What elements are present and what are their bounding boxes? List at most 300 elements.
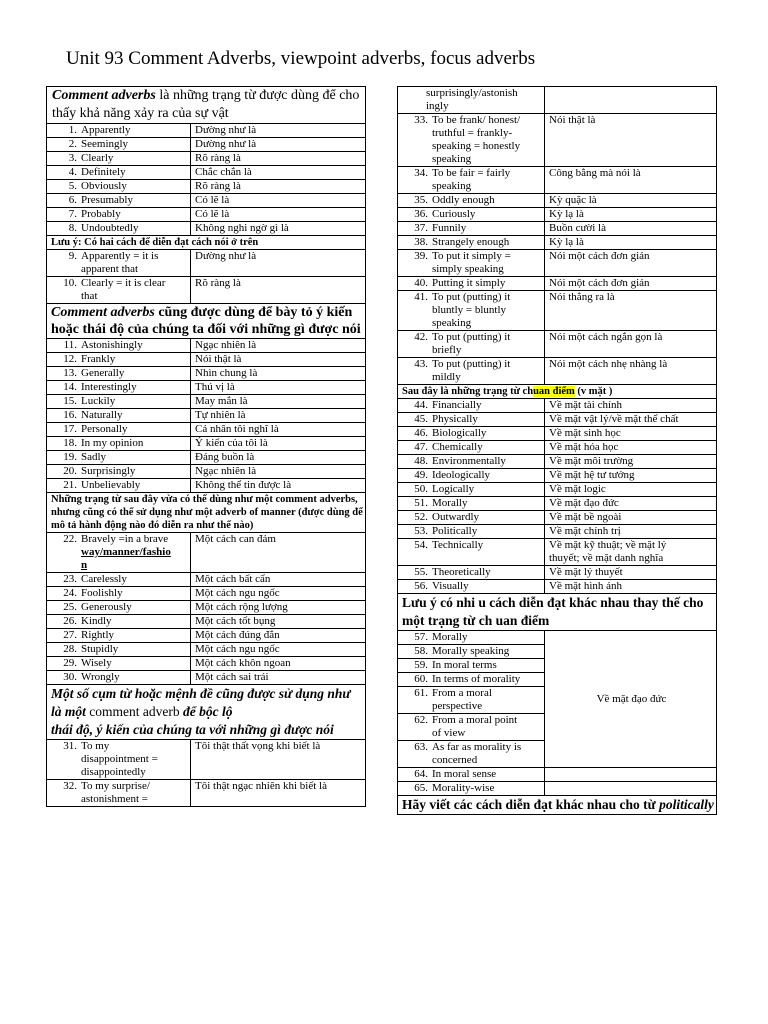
adverb-cell xyxy=(47,479,191,493)
meaning-text: Không thể tin được là xyxy=(195,479,292,491)
underline-text xyxy=(81,559,87,571)
meaning-text: Công bằng mà nói là xyxy=(549,167,641,179)
adverb-text: disappointedly xyxy=(81,766,146,778)
item-number: 13. xyxy=(63,367,77,379)
item-number: 21. xyxy=(63,479,77,491)
table-row xyxy=(398,427,717,441)
item-number: 26. xyxy=(63,615,77,627)
note-text: Lưu ý: Có hai cách để diễn đạt cách nói ở trên xyxy=(51,237,259,248)
adverb-text: surprisingly/astonish xyxy=(426,87,518,99)
item-number: 63. xyxy=(414,741,428,753)
adverb-text: bluntly = bluntly xyxy=(432,304,507,316)
meaning-text: Rõ ràng là xyxy=(195,277,241,289)
meaning-text: Chắc chắn là xyxy=(195,166,252,178)
adverb-cell xyxy=(47,152,191,166)
meaning-text: Kỳ lạ là xyxy=(549,208,584,220)
adverb-cell xyxy=(398,714,545,741)
meaning-text: Về mặt lý thuyết xyxy=(549,566,623,578)
meaning-text: Một cách can đảm xyxy=(195,533,276,545)
item-number: 52. xyxy=(414,511,428,523)
meaning-text: Về mặt chính trị xyxy=(549,525,621,537)
adverb-cell xyxy=(47,533,191,573)
meaning-cell xyxy=(191,629,366,643)
adverb-text: Strangely enough xyxy=(432,236,510,248)
meaning-text: Về mặt hình ảnh xyxy=(549,580,623,592)
adverb-text: speaking = honestly xyxy=(432,140,521,152)
meaning-text: Kỳ lạ là xyxy=(549,236,584,248)
adverb-text: To put it simply = xyxy=(432,250,511,262)
note-text: Lưu ý có nhi u cách diễn đạt khác nhau thay thế cho một trạng từ ch uan điểm xyxy=(402,595,704,628)
note-row xyxy=(47,685,366,740)
adverb-text: Seemingly xyxy=(81,138,129,150)
adverb-text: Morally xyxy=(432,497,468,509)
table-row xyxy=(398,250,717,277)
adverb-cell xyxy=(398,358,545,385)
adverb-cell xyxy=(398,469,545,483)
meaning-cell xyxy=(191,409,366,423)
item-number: 10. xyxy=(63,277,77,289)
table-row xyxy=(398,167,717,194)
meaning-text: Dường như là xyxy=(195,250,257,262)
adverb-text: concerned xyxy=(432,754,478,766)
item-number: 11. xyxy=(63,339,77,351)
adverb-text: Wrongly xyxy=(81,671,120,683)
note-text: để bộc lộ xyxy=(179,704,233,719)
item-number: 24. xyxy=(63,587,77,599)
meaning-cell xyxy=(545,566,717,580)
table-row xyxy=(398,208,717,222)
note-row xyxy=(398,796,717,815)
adverb-cell xyxy=(398,483,545,497)
meaning-text: Tự nhiên là xyxy=(195,409,246,421)
adverb-cell xyxy=(47,780,191,807)
note-text: Một số cụm từ hoặc mệnh đề cũng được sử dụng như là một xyxy=(51,686,351,719)
adverb-text: To put (putting) it xyxy=(432,358,511,370)
adverb-cell xyxy=(47,587,191,601)
adverb-text: Obviously xyxy=(81,180,127,192)
item-number: 4. xyxy=(68,166,77,178)
meaning-cell xyxy=(545,525,717,539)
meaning-cell xyxy=(191,479,366,493)
item-number: 25. xyxy=(63,601,77,613)
adverb-text: To my xyxy=(81,740,110,752)
meaning-cell xyxy=(545,497,717,511)
table-row xyxy=(47,194,366,208)
item-number: 59. xyxy=(414,659,428,671)
table-row xyxy=(398,566,717,580)
table-row xyxy=(47,180,366,194)
adverb-text: speaking xyxy=(432,317,472,329)
table-row xyxy=(398,236,717,250)
adverb-cell xyxy=(398,277,545,291)
table-row xyxy=(47,629,366,643)
meaning-cell xyxy=(191,180,366,194)
meaning-cell xyxy=(545,114,717,167)
item-number: 29. xyxy=(63,657,77,669)
adverb-cell xyxy=(47,643,191,657)
meaning-text: Rõ ràng là xyxy=(195,152,241,164)
adverb-cell xyxy=(47,166,191,180)
table-row xyxy=(398,469,717,483)
adverb-cell xyxy=(398,194,545,208)
table-row xyxy=(47,479,366,493)
meaning-cell xyxy=(191,138,366,152)
table-row xyxy=(47,409,366,423)
table-row xyxy=(398,413,717,427)
item-number: 18. xyxy=(63,437,77,449)
meaning-cell xyxy=(191,437,366,451)
adverb-cell xyxy=(47,601,191,615)
adverb-cell xyxy=(47,222,191,236)
adverb-cell xyxy=(398,399,545,413)
item-number: 50. xyxy=(414,483,428,495)
adverb-cell xyxy=(398,741,545,768)
adverb-text: speaking xyxy=(432,180,472,192)
meaning-cell xyxy=(191,601,366,615)
table-row xyxy=(398,331,717,358)
adverb-cell xyxy=(47,657,191,671)
adverb-text: Stupidly xyxy=(81,643,119,655)
adverb-cell xyxy=(398,511,545,525)
item-number: 41. xyxy=(414,291,428,303)
adverb-text: As far as morality is xyxy=(432,741,522,753)
meaning-cell xyxy=(545,483,717,497)
header-text: cũng được dùng để bày tỏ ý kiến hoặc thái độ của chúng ta đối với những gì được nói xyxy=(51,305,361,337)
item-number: 42. xyxy=(414,331,428,343)
adverb-text: speaking xyxy=(432,153,472,165)
table-row xyxy=(47,587,366,601)
adverb-text: Morally xyxy=(432,631,468,643)
adverb-text: To put (putting) it xyxy=(432,331,511,343)
adverb-cell xyxy=(398,291,545,331)
meaning-text: Nói một cách đơn giản xyxy=(549,250,650,262)
highlighted-text: uan điểm xyxy=(533,386,575,397)
adverb-text: Naturally xyxy=(81,409,123,421)
meaning-cell xyxy=(545,194,717,208)
item-number: 48. xyxy=(414,455,428,467)
table-row xyxy=(398,539,717,566)
note-row xyxy=(47,493,366,533)
table-row xyxy=(47,339,366,353)
adverb-cell xyxy=(47,381,191,395)
meaning-cell xyxy=(191,339,366,353)
item-number: 16. xyxy=(63,409,77,421)
meaning-cell xyxy=(191,780,366,807)
table-row xyxy=(47,615,366,629)
adverb-cell xyxy=(398,566,545,580)
meaning-text: Về mặt đạo đức xyxy=(596,692,667,705)
table-row xyxy=(398,114,717,167)
adverb-text: Generally xyxy=(81,367,125,379)
adverb-text: Rightly xyxy=(81,629,115,641)
adverb-text: Politically xyxy=(432,525,478,537)
adverb-text: From a moral xyxy=(432,687,492,699)
adverb-cell xyxy=(47,615,191,629)
adverb-text: Technically xyxy=(432,539,484,551)
adverb-cell xyxy=(47,124,191,138)
adverb-text: truthful = frankly- xyxy=(432,127,513,139)
table-row xyxy=(47,451,366,465)
adverb-text: In my opinion xyxy=(81,437,144,449)
meaning-text: Một cách sai trái xyxy=(195,671,269,683)
table-row xyxy=(398,194,717,208)
table-row xyxy=(47,465,366,479)
adverb-text: Presumably xyxy=(81,194,133,206)
adverb-text: To my surprise/ xyxy=(81,780,150,792)
adverb-cell xyxy=(398,441,545,455)
adverb-text: Physically xyxy=(432,413,478,425)
item-number: 1. xyxy=(68,124,77,136)
meaning-cell xyxy=(545,208,717,222)
table-row xyxy=(398,399,717,413)
adverb-cell xyxy=(398,659,545,673)
note-row xyxy=(398,385,717,399)
meaning-cell xyxy=(191,395,366,409)
adverb-text: Financially xyxy=(432,399,482,411)
table-row xyxy=(47,437,366,451)
table-row xyxy=(398,291,717,331)
adverb-text: Curiously xyxy=(432,208,476,220)
note-term: comment adverb xyxy=(89,704,180,719)
meaning-text: Một cách bất cẩn xyxy=(195,573,271,585)
adverb-text: disappointment = xyxy=(81,753,158,765)
meaning-text: Về mặt hóa học xyxy=(549,441,619,453)
adverb-text: apparent that xyxy=(81,263,139,275)
item-number: 51. xyxy=(414,497,428,509)
note-text: Hãy viết các cách diễn đạt khác nhau cho từ xyxy=(402,797,660,812)
adverb-text: Apparently xyxy=(81,124,131,136)
adverb-text: Kindly xyxy=(81,615,112,627)
meaning-cell xyxy=(545,427,717,441)
adverb-cell xyxy=(47,138,191,152)
meaning-text: Về mặt logic xyxy=(549,483,606,495)
adverb-cell xyxy=(398,427,545,441)
header-cell xyxy=(47,304,366,339)
meaning-cell xyxy=(191,124,366,138)
adverb-cell xyxy=(398,222,545,236)
meaning-text: Tôi thật ngạc nhiên khi biết là xyxy=(195,780,327,792)
table-row xyxy=(47,780,366,807)
meaning-text: Ngạc nhiên là xyxy=(195,339,257,351)
meaning-cell xyxy=(191,740,366,780)
adverb-cell xyxy=(398,768,545,782)
adverb-cell xyxy=(47,208,191,222)
meaning-text: May mắn là xyxy=(195,395,248,407)
adverb-text: Ideologically xyxy=(432,469,491,481)
table-row xyxy=(398,525,717,539)
table-row xyxy=(47,353,366,367)
meaning-text: Về mặt sinh học xyxy=(549,427,621,439)
meaning-cell xyxy=(545,399,717,413)
note-cell xyxy=(398,594,717,631)
item-number: 5. xyxy=(68,180,77,192)
meaning-cell xyxy=(545,87,717,114)
meaning-text: Thú vị là xyxy=(195,381,235,393)
item-number: 54. xyxy=(414,539,428,551)
meaning-cell xyxy=(191,615,366,629)
adverb-cell xyxy=(398,497,545,511)
note-text: Những trạng từ sau đây vừa có thể dùng như một comment adverbs, nhưng cũng có thể sử dụng như một adverb of manner (được dùng để mô tả hành động nào đó diễn ra như thế nào) xyxy=(51,494,363,531)
adverb-text: Interestingly xyxy=(81,381,137,393)
item-number: 45. xyxy=(414,413,428,425)
right-table xyxy=(397,86,717,815)
item-number: 3. xyxy=(68,152,77,164)
meaning-cell xyxy=(545,277,717,291)
adverb-text: Luckily xyxy=(81,395,116,407)
adverb-text: Surprisingly xyxy=(81,465,136,477)
adverb-cell xyxy=(398,525,545,539)
item-number: 46. xyxy=(414,427,428,439)
adverb-cell xyxy=(398,673,545,687)
table-row xyxy=(47,152,366,166)
table-row xyxy=(47,740,366,780)
meaning-cell xyxy=(545,469,717,483)
adverb-text: Putting it simply xyxy=(432,277,506,289)
adverb-text: In moral terms xyxy=(432,659,497,671)
table-row xyxy=(47,367,366,381)
meaning-text: Về mặt hệ tư tưởng xyxy=(549,469,635,481)
meaning-cell xyxy=(545,167,717,194)
adverb-text: Frankly xyxy=(81,353,116,365)
item-number: 37. xyxy=(414,222,428,234)
item-number: 14. xyxy=(63,381,77,393)
note-cell xyxy=(47,236,366,250)
meaning-text: Một cách khôn ngoan xyxy=(195,657,291,669)
adverb-cell xyxy=(398,87,545,114)
note-cell xyxy=(47,685,366,740)
underline-text xyxy=(81,546,171,558)
adverb-text: To be fair = fairly xyxy=(432,167,511,179)
adverb-text: Bravely =in a brave xyxy=(81,533,169,545)
meaning-text: Một cách ngu ngốc xyxy=(195,587,280,599)
table-row xyxy=(47,533,366,573)
meaning-cell xyxy=(545,539,717,566)
table-row xyxy=(47,222,366,236)
adverb-cell xyxy=(398,413,545,427)
item-number: 27. xyxy=(63,629,77,641)
table-row xyxy=(398,511,717,525)
meaning-cell xyxy=(545,222,717,236)
adverb-cell xyxy=(47,194,191,208)
item-number: 44. xyxy=(414,399,428,411)
table-row xyxy=(47,166,366,180)
meaning-text: Một cách tốt bụng xyxy=(195,615,276,627)
adverb-text: perspective xyxy=(432,700,483,712)
adverb-text: Clearly = it is clear xyxy=(81,277,166,289)
meaning-cell xyxy=(545,291,717,331)
adverb-text: mildly xyxy=(432,371,461,383)
meaning-cell xyxy=(191,533,366,573)
adverb-cell xyxy=(47,740,191,780)
meaning-cell xyxy=(191,381,366,395)
adverb-cell xyxy=(398,114,545,167)
merged-meaning-cell xyxy=(545,631,717,768)
page-title: Unit 93 Comment Adverbs, viewpoint adverbs, focus adverbs xyxy=(66,48,536,69)
item-number: 33. xyxy=(414,114,428,126)
meaning-text: Nói một cách nhẹ nhàng là xyxy=(549,358,668,370)
meaning-cell xyxy=(545,250,717,277)
meaning-cell xyxy=(191,208,366,222)
adverb-text: Oddly enough xyxy=(432,194,495,206)
adverb-text: Clearly xyxy=(81,152,114,164)
meaning-cell xyxy=(545,441,717,455)
adverb-text: astonishment = xyxy=(81,793,149,805)
meaning-text: Kỳ quặc là xyxy=(549,194,597,206)
meaning-text: thuyết; về mặt danh nghĩa xyxy=(549,552,664,564)
adverb-text: n xyxy=(81,559,88,571)
table-row xyxy=(47,657,366,671)
term-italic: Comment adverbs xyxy=(52,88,156,103)
meaning-cell xyxy=(545,782,717,796)
adverb-text: Wisely xyxy=(81,657,112,669)
note-row xyxy=(47,236,366,250)
adverb-text: of view xyxy=(432,727,466,739)
table-row xyxy=(47,395,366,409)
meaning-text: Về mặt môi trường xyxy=(549,455,634,467)
item-number: 32. xyxy=(63,780,77,792)
item-number: 7. xyxy=(68,208,77,220)
adverb-cell xyxy=(398,782,545,796)
item-number: 56. xyxy=(414,580,428,592)
adverb-cell xyxy=(47,250,191,277)
adverb-cell xyxy=(47,395,191,409)
item-number: 19. xyxy=(63,451,77,463)
adverb-cell xyxy=(398,167,545,194)
item-number: 35. xyxy=(414,194,428,206)
section-header xyxy=(47,87,366,124)
meaning-text: Rõ ràng là xyxy=(195,180,241,192)
meaning-cell xyxy=(191,222,366,236)
item-number: 38. xyxy=(414,236,428,248)
adverb-cell xyxy=(47,465,191,479)
adverb-text: Theoretically xyxy=(432,566,491,578)
adverb-text: Foolishly xyxy=(81,587,123,599)
meaning-cell xyxy=(191,353,366,367)
adverb-text: To be frank/ honest/ xyxy=(432,114,521,126)
adverb-text: To put (putting) it xyxy=(432,291,511,303)
item-number: 12. xyxy=(63,353,77,365)
adverb-text: Undoubtedly xyxy=(81,222,139,234)
table-row xyxy=(398,768,717,782)
item-number: 55. xyxy=(414,566,428,578)
adverb-text: Unbelievably xyxy=(81,479,141,491)
meaning-cell xyxy=(545,358,717,385)
item-number: 6. xyxy=(68,194,77,206)
meaning-text: Về mặt tài chính xyxy=(549,399,623,411)
table-row xyxy=(47,601,366,615)
meaning-text: Ý kiến của tôi là xyxy=(195,437,268,449)
item-number: 23. xyxy=(63,573,77,585)
item-number: 61. xyxy=(414,687,428,699)
meaning-cell xyxy=(191,423,366,437)
adverb-cell xyxy=(47,671,191,685)
meaning-cell xyxy=(545,331,717,358)
meaning-text: Về mặt đạo đức xyxy=(549,497,619,509)
adverb-text: Astonishingly xyxy=(81,339,143,351)
adverb-text: Chemically xyxy=(432,441,483,453)
item-number: 60. xyxy=(414,673,428,685)
item-number: 20. xyxy=(63,465,77,477)
item-number: 8. xyxy=(68,222,77,234)
adverb-text: Biologically xyxy=(432,427,487,439)
adverb-cell xyxy=(398,331,545,358)
item-number: 40. xyxy=(414,277,428,289)
meaning-cell xyxy=(191,250,366,277)
table-row xyxy=(398,497,717,511)
adverb-cell xyxy=(47,629,191,643)
table-row xyxy=(47,423,366,437)
item-number: 43. xyxy=(414,358,428,370)
